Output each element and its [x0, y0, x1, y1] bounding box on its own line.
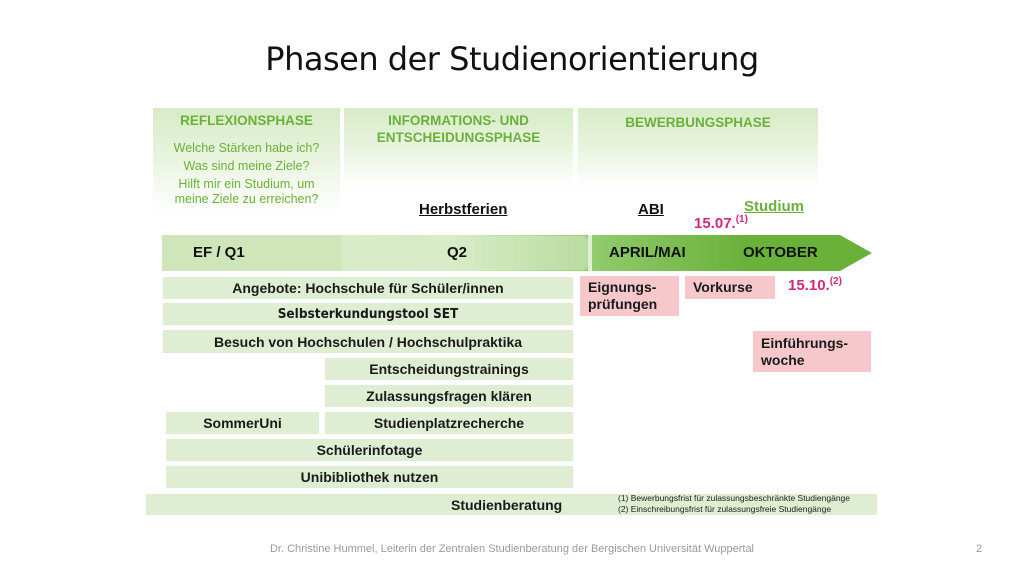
phase-bewerbung	[578, 108, 818, 188]
offer-entscheidung: Entscheidungstrainings	[324, 357, 574, 381]
page-number: 2	[976, 543, 983, 555]
pink-eignung-line1: Eignungs-	[588, 279, 657, 295]
footnote-1: (1) Bewerbungsfrist für zulassungsbeschränkte Studiengänge	[618, 493, 850, 503]
timeline-april-mai: APRIL/MAI	[609, 244, 686, 261]
phase-reflexion-question: Was sind meine Ziele?	[183, 159, 310, 173]
phase-reflexion	[153, 108, 340, 212]
timeline-oktober: OKTOBER	[743, 244, 818, 261]
pink-vorkurse: Vorkurse	[685, 276, 775, 299]
phase-reflexion-title: REFLEXIONSPHASE	[180, 113, 313, 128]
deadline-1	[694, 214, 748, 232]
offer-unibibliothek: Unibibliothek nutzen	[165, 465, 574, 489]
offer-studienplatz: Studienplatzrecherche	[324, 411, 574, 435]
pink-eignung	[580, 276, 679, 316]
deadline-1-note: (1)	[735, 214, 748, 225]
footer-text: Dr. Christine Hummel, Leiterin der Zentralen Studienberatung der Bergischen Universität Wuppertal	[269, 543, 755, 555]
marker-abi: ABI	[638, 201, 664, 218]
phase-information	[344, 108, 573, 188]
timeline-ef-q1: EF / Q1	[193, 244, 245, 261]
footnote-2: (2) Einschreibungsfrist für zulassungsfreie Studiengänge	[618, 504, 832, 514]
offer-schuelerinfotage: Schülerinfotage	[165, 438, 574, 462]
phase-information-title-line1: INFORMATIONS- UND	[388, 113, 529, 128]
offer-studienberatung-label: Studienberatung	[451, 496, 563, 513]
phase-reflexion-question: meine Ziele zu erreichen?	[174, 192, 319, 206]
offer-sommeruni: SommerUni	[165, 411, 320, 435]
pink-einfuehrung	[753, 331, 871, 372]
pink-einfuehrung-line2: woche	[761, 351, 805, 368]
offer-zulassung: Zulassungsfragen klären	[324, 384, 574, 408]
phase-information-title-line2: ENTSCHEIDUNGSPHASE	[376, 130, 541, 145]
offer-besuch: Besuch von Hochschulen / Hochschulpraktika	[162, 329, 574, 354]
timeline-q2: Q2	[447, 244, 468, 261]
deadline-1-date: 15.07.	[694, 215, 736, 232]
marker-studium: Studium	[744, 198, 804, 215]
offer-angebote: Angebote: Hochschule für Schüler/innen	[162, 276, 574, 300]
phase-reflexion-question: Welche Stärken habe ich?	[173, 141, 320, 155]
deadline-2	[788, 276, 842, 294]
deadline-2-date: 15.10.	[788, 277, 830, 294]
marker-herbstferien: Herbstferien	[419, 201, 508, 218]
deadline-2-note: (2)	[829, 276, 842, 287]
phase-bewerbung-title: BEWERBUNGSPHASE	[625, 115, 771, 130]
pink-einfuehrung-line1: Einführungs-	[761, 334, 849, 351]
phase-reflexion-question: Hilft mir ein Studium, um	[178, 177, 315, 191]
offer-selbsterkundung: Selbsterkundungstool SET	[162, 302, 574, 326]
page-title: Phasen der Studienorientierung	[265, 40, 759, 78]
pink-eignung-line2: prüfungen	[588, 296, 658, 312]
